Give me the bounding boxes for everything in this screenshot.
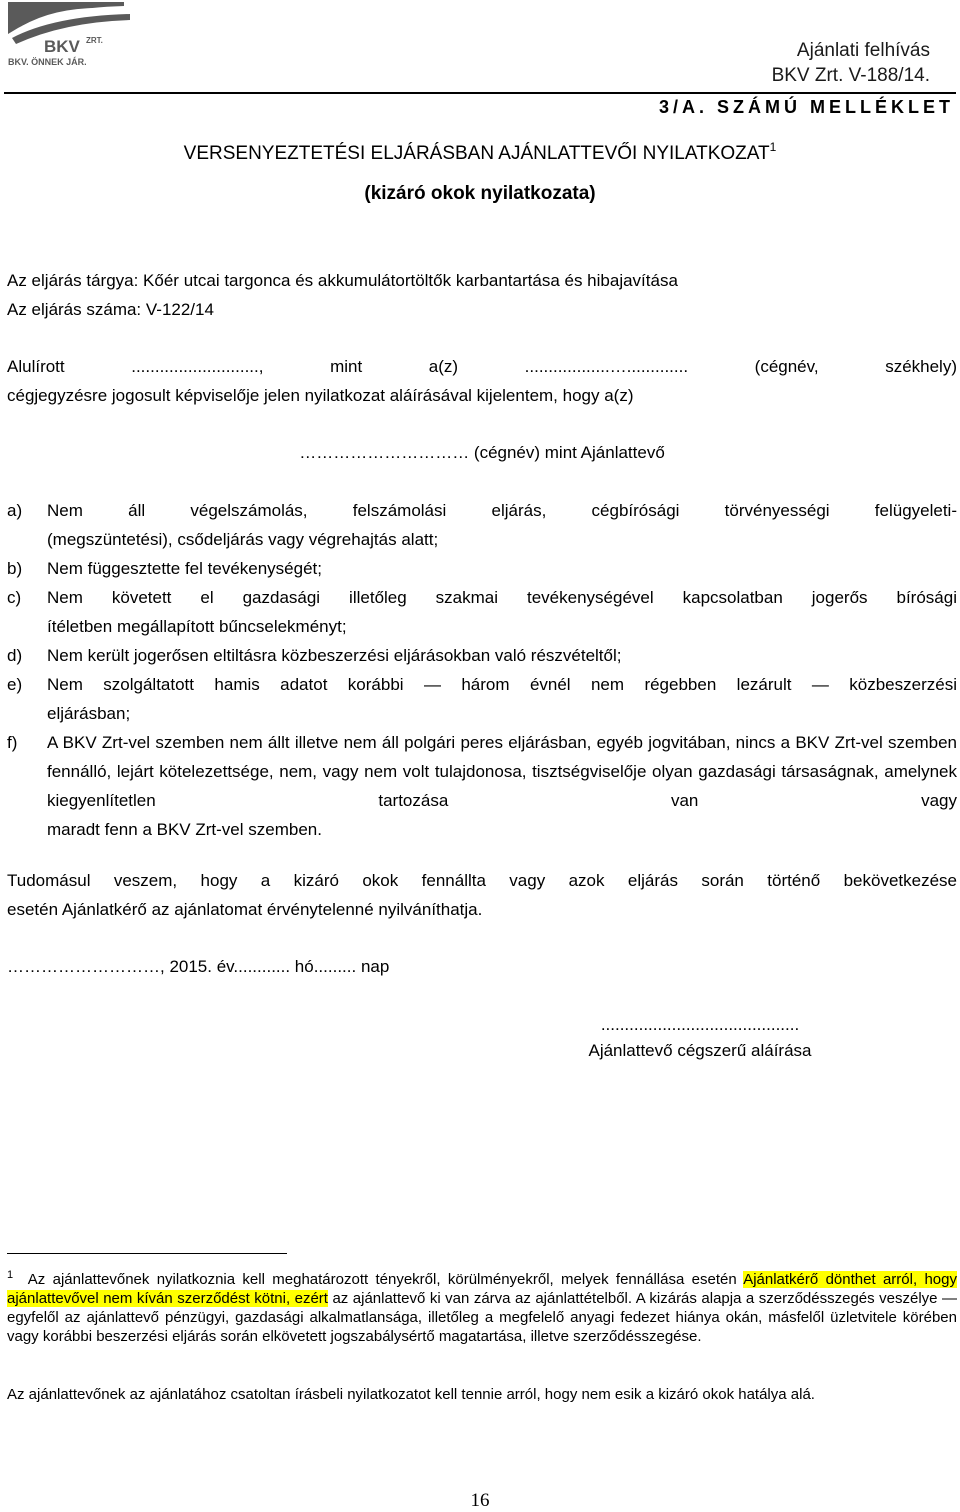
footnote-part-2: az ajánlattevő ki van zárva az ajánlattételből. A kizárás alapja a szerződésszegés veszélye — egyfelől az ajánlattevő pénzügyi, gazdasági alkalmatlansága, illetőleg a megfelelő anyagi fedezet hiánya okán, másfelől üzletvitele körében vagy korábbi beszerzési eljárás során elkövetett jogszabálysértő magatartása, illetve szerződésszegése.: [7, 1290, 957, 1345]
procedure-number: Az eljárás száma: V-122/14: [7, 300, 214, 319]
acknowledgement-line-2: esetén Ajánlatkérő az ajánlatomat érvénytelenné nyilváníthatja.: [7, 900, 483, 919]
footnote-ref: 1: [7, 1269, 14, 1281]
document-subtitle: (kizáró okok nyilatkozata): [364, 183, 596, 204]
list-item-text: Nem került jogerősen eltiltásra közbeszerzési eljárásokban való részvételtől;: [47, 646, 622, 665]
list-item: [7, 670, 957, 728]
logo-text: BKV: [44, 37, 80, 56]
list-item-text: Nem szolgáltatott hamis adatot korábbi — három évnél nem régebben lezárult — közbeszerzési eljárásban;: [47, 675, 957, 723]
list-item: [7, 583, 957, 641]
doc-type: Ajánlati felhívás: [796, 40, 930, 61]
bkv-logo-icon: [4, 0, 134, 68]
declaration-line-1: Alulírott ..........................., mint a(z) ..................…............. (cégnév, székhely): [7, 357, 957, 376]
footnote-paragraph-2: Az ajánlattevőnek az ajánlatához csatoltan írásbeli nyilatkozatot kell tennie arról, hogy nem esik a kizáró okok hatálya alá.: [7, 1386, 815, 1403]
list-item-label: b): [7, 559, 23, 578]
declaration-line-3: ………………………… (cégnév) mint Ajánlattevő: [299, 443, 665, 462]
exclusion-list: [7, 496, 957, 844]
footnote-part-1: Az ajánlattevőnek nyilatkoznia kell meghatározott tényekről, körülményekről, melyek fennállása esetén: [27, 1271, 737, 1288]
list-item-text: A BKV Zrt-vel szemben nem állt illetve nem áll polgári peres eljárásban, egyéb jogvitában, nincs a BKV Zrt-vel szemben fennálló, lejárt kötelezettsége, nem, vagy nem volt tulajdonosa, tisztségviselője olyan gazdasági társaságnak, amelynek kiegyenlítetlen tartozása van vagy maradt fenn a BKV Zrt-vel szemben.: [47, 733, 957, 839]
doc-ref: BKV Zrt. V-188/14.: [771, 65, 930, 86]
list-item: [7, 554, 957, 583]
bkv-logo: [4, 0, 134, 68]
list-item-label: c): [7, 588, 22, 607]
acknowledgement-line-1: Tudomásul veszem, hogy a kizáró okok fennállta vagy azok eljárás során történő bekövetkezése: [7, 871, 957, 890]
list-item-text: Nem követett el gazdasági illetőleg szakmai tevékenységével kapcsolatban jogerős bírósági ítéletben megállapított bűncselekményt;: [47, 588, 957, 636]
footnote: [7, 1266, 957, 1346]
footnote-divider: [7, 1253, 287, 1254]
footnote-highlighted: Ajánlatkérő dönthet arról, hogy ajánlattevővel nem kíván szerződést kötni, ezért: [7, 1271, 957, 1307]
list-item-label: d): [7, 646, 23, 665]
list-item-label: e): [7, 675, 23, 694]
annex-label: 3/A. SZÁMÚ MELLÉKLET: [659, 97, 954, 117]
page-number: 16: [470, 1490, 490, 1511]
list-item: [7, 641, 957, 670]
document-title: [0, 140, 960, 165]
list-item-text: Nem áll végelszámolás, felszámolási eljárás, cégbírósági törvényességi felügyeleti- (megszüntetési), csődeljárás vagy végrehajtás alatt;: [47, 501, 957, 549]
header-divider: [4, 92, 956, 94]
header-reference: [772, 38, 930, 88]
logo-sup: ZRT.: [86, 36, 103, 45]
signature-dots: ..........................................: [600, 1015, 800, 1034]
list-item-text: Nem függesztette fel tevékenységét;: [47, 559, 322, 578]
list-item: [7, 496, 957, 554]
title-footnote-ref: 1: [769, 140, 777, 154]
document-title-text: VERSENYEZTETÉSI ELJÁRÁSBAN AJÁNLATTEVŐI NYILATKOZAT: [183, 143, 770, 164]
logo-slogan: BKV. ÖNNEK JÁR.: [8, 57, 87, 67]
list-item: [7, 728, 957, 844]
procedure-subject: Az eljárás tárgya: Kőér utcai targonca és akkumulátortöltők karbantartása és hibajavítása: [7, 271, 678, 290]
signature-label: Ajánlattevő cégszerű aláírása: [588, 1041, 812, 1060]
date-line: ………………………, 2015. év............ hó......... nap: [7, 957, 390, 976]
declaration-line-2: cégjegyzésre jogosult képviselője jelen nyilatkozat aláírásával kijelentem, hogy a(z): [7, 386, 634, 405]
list-item-label: f): [7, 733, 18, 752]
list-item-label: a): [7, 501, 23, 520]
